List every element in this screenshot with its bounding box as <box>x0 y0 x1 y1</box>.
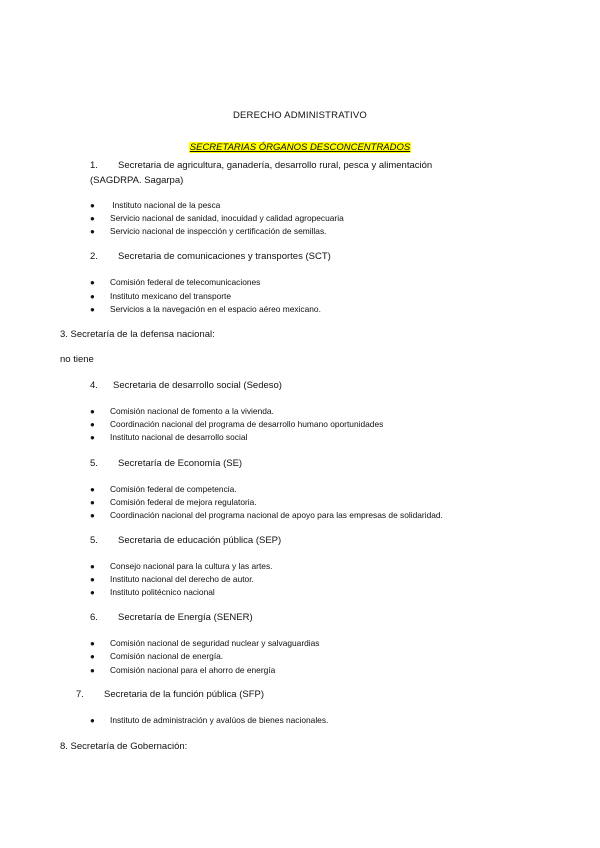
list-item-text: Comisión federal de telecomunicaciones <box>110 277 261 287</box>
bullet-icon: ● <box>90 562 95 571</box>
bullet-icon: ● <box>90 588 95 597</box>
list-item <box>90 419 383 430</box>
list-item-text: Instituto politécnico nacional <box>110 587 215 597</box>
list-item-text: Instituto mexicano del transporte <box>110 291 232 301</box>
list-item <box>90 665 275 676</box>
section-heading <box>90 612 253 623</box>
bullet-icon: ● <box>90 433 95 442</box>
list-item-text: Comisión nacional de fomento a la vivienda. <box>110 406 274 416</box>
list-item <box>90 497 257 508</box>
section-title: Secretaría de Economía (SE) <box>118 458 243 469</box>
list-item-text: Comisión nacional para el ahorro de energía <box>110 665 276 675</box>
list-item-text: Instituto de administración y avalúos de bienes nacionales. <box>110 715 329 725</box>
list-item-text: Comisión federal de competencia. <box>110 484 237 494</box>
section-heading <box>90 535 281 546</box>
bullet-icon: ● <box>90 498 95 507</box>
list-item-text: Consejo nacional para la cultura y las artes. <box>110 561 273 571</box>
section-number: 4. <box>90 380 98 391</box>
list-item <box>90 304 321 315</box>
bullet-icon: ● <box>90 227 95 236</box>
bullet-icon: ● <box>90 201 95 210</box>
list-item <box>90 715 328 726</box>
document-subtitle-wrap <box>0 136 600 155</box>
list-item <box>90 484 237 495</box>
list-item-text: Instituto nacional del derecho de autor. <box>110 574 254 584</box>
list-item <box>90 587 215 598</box>
section-number: 1. <box>90 160 98 171</box>
list-item-text: Instituto nacional de la pesca <box>110 200 221 210</box>
document-subtitle: SECRETARIAS ÓRGANOS DESCONCENTRADOS <box>189 142 411 153</box>
section-heading <box>90 160 432 171</box>
bullet-icon: ● <box>90 639 95 648</box>
section-number: 5. <box>90 458 98 469</box>
bullet-icon: ● <box>90 666 95 675</box>
list-item <box>90 291 231 302</box>
section-title: Secretaria de educación pública (SEP) <box>118 535 282 546</box>
list-item-text: Coordinación nacional del programa nacional de apoyo para las empresas de solidaridad. <box>110 510 443 520</box>
section-title: Secretaria de desarrollo social (Sedeso) <box>113 380 282 391</box>
document-title: DERECHO ADMINISTRATIVO <box>232 110 368 121</box>
list-item-text: Comisión nacional de energía. <box>110 651 224 661</box>
bullet-icon: ● <box>90 292 95 301</box>
bullet-icon: ● <box>90 407 95 416</box>
list-item <box>90 213 344 224</box>
section-heading: 3. Secretaría de la defensa nacional: <box>60 329 215 340</box>
list-item-text: Instituto nacional de desarrollo social <box>110 432 248 442</box>
list-item <box>90 200 220 211</box>
list-item <box>90 638 320 649</box>
bullet-icon: ● <box>90 278 95 287</box>
bullet-icon: ● <box>90 214 95 223</box>
list-item-text: Servicio nacional de sanidad, inocuidad y calidad agropecuaria <box>110 213 344 223</box>
section-title-continued: (SAGDRPA. Sagarpa) <box>90 175 184 186</box>
section-note: no tiene <box>60 354 94 365</box>
list-item <box>90 574 254 585</box>
bullet-icon: ● <box>90 652 95 661</box>
list-item-text: Servicio nacional de inspección y certificación de semillas. <box>110 226 327 236</box>
list-item-text: Coordinación nacional del programa de desarrollo humano oportunidades <box>110 419 384 429</box>
bullet-icon: ● <box>90 716 95 725</box>
bullet-icon: ● <box>90 511 95 520</box>
section-title: Secretaría de Energía (SENER) <box>118 612 253 623</box>
section-number: 5. <box>90 535 98 546</box>
bullet-icon: ● <box>90 420 95 429</box>
list-item <box>90 432 247 443</box>
section-heading <box>90 380 282 391</box>
section-heading <box>76 689 264 700</box>
section-heading <box>90 458 242 469</box>
list-item <box>90 651 223 662</box>
list-item <box>90 510 443 521</box>
section-title: Secretaria de agricultura, ganadería, desarrollo rural, pesca y alimentación <box>118 160 433 171</box>
section-number: 7. <box>76 689 84 700</box>
bullet-icon: ● <box>90 485 95 494</box>
bullet-icon: ● <box>90 305 95 314</box>
list-item <box>90 277 260 288</box>
section-title: Secretaria de comunicaciones y transportes (SCT) <box>118 251 331 262</box>
list-item-text: Servicios a la navegación en el espacio aéreo mexicano. <box>110 304 321 314</box>
bullet-icon: ● <box>90 575 95 584</box>
list-item <box>90 226 326 237</box>
section-title: Secretaria de la función pública (SFP) <box>104 689 264 700</box>
list-item <box>90 406 274 417</box>
section-number: 6. <box>90 612 98 623</box>
list-item <box>90 561 272 572</box>
section-heading <box>90 251 331 262</box>
list-item-text: Comisión federal de mejora regulatoria. <box>110 497 257 507</box>
section-number: 2. <box>90 251 98 262</box>
section-heading: 8. Secretaría de Gobernación: <box>60 741 188 752</box>
list-item-text: Comisión nacional de seguridad nuclear y salvaguardias <box>110 638 320 648</box>
